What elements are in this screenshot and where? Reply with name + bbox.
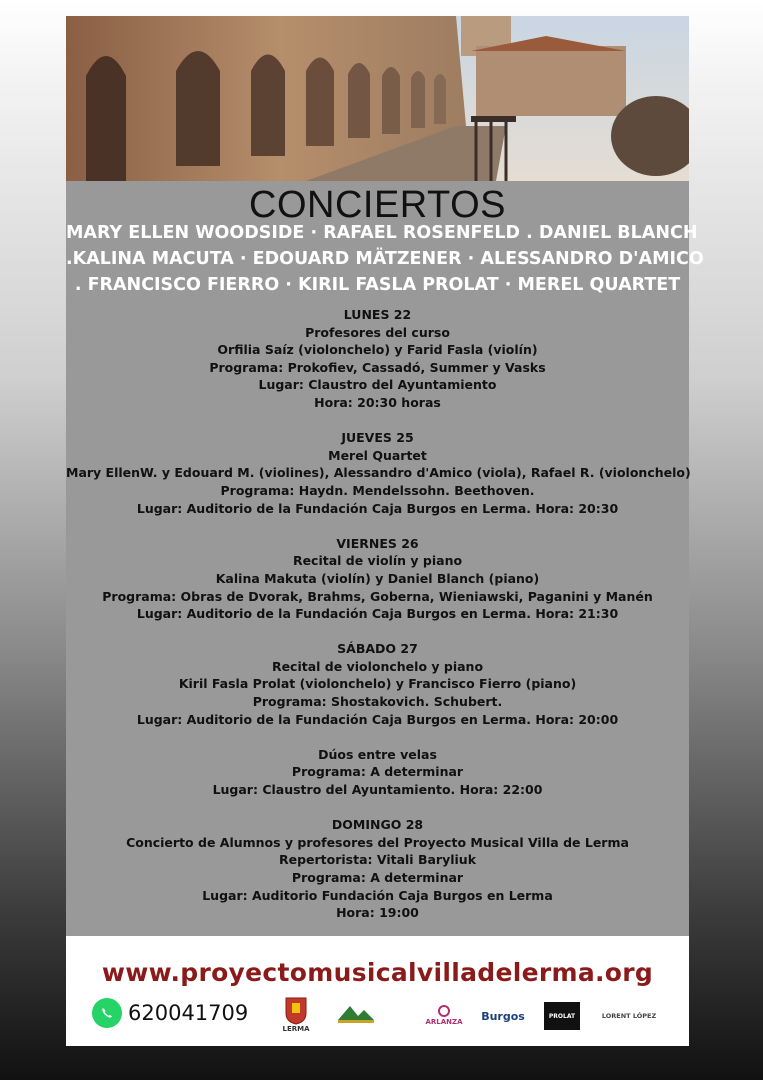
concert-day: SÁBADO 27	[337, 641, 418, 657]
artist-line: .KALINA MACUTA · EDOUARD MÄTZENER · ALESSANDRO D'AMICO	[66, 249, 704, 269]
concert-line: Kiril Fasla Prolat (violonchelo) y Francisco Fierro (piano)	[178, 676, 577, 692]
lorent-logo	[594, 1004, 664, 1028]
concert-line: Recital de violín y piano	[292, 553, 463, 569]
concert-block-viernes	[66, 535, 689, 623]
concert-line: Kalina Makuta (violín) y Daniel Blanch (piano)	[215, 570, 540, 586]
lerma-shield-icon	[285, 997, 307, 1025]
arlanza-logo	[416, 998, 472, 1032]
concert-line: Hora: 19:00	[336, 905, 419, 921]
concert-line: Mary EllenW. y Edouard M. (violines), Alessandro d'Amico (viola), Rafael R. (violonchelo)	[66, 465, 691, 481]
concert-line: Programa: A determinar	[291, 870, 464, 885]
website-link[interactable]: www.proyectomusicalvilladelerma.org	[101, 958, 654, 987]
lorent-logo-text: LORENT LÓPEZ	[601, 1012, 657, 1020]
concert-block-lunes	[66, 306, 689, 412]
prolat-logo-text: PROLAT	[548, 1012, 576, 1020]
hero-photo-arcade	[66, 16, 689, 181]
artist-line: . FRANCISCO FIERRO · KIRIL FASLA PROLAT · MEREL QUARTET	[74, 275, 681, 295]
concert-day: JUEVES 25	[341, 430, 414, 446]
concert-line: Lugar: Claustro del Ayuntamiento. Hora: 22:00	[212, 782, 543, 798]
concert-block-sabado	[66, 640, 689, 728]
phone-contact[interactable]	[92, 998, 248, 1028]
arlanza-logo-text: ARLANZA	[425, 1018, 463, 1026]
burgos-logo	[476, 1004, 530, 1028]
concert-day: VIERNES 26	[336, 535, 419, 551]
artist-line: MARY ELLEN WOODSIDE · RAFAEL ROSENFELD . DANIEL BLANCH	[66, 223, 698, 243]
concert-line: Hora: 20:30 horas	[314, 394, 441, 410]
arlanza-mark-icon	[433, 1004, 455, 1018]
concert-line: Lugar: Auditorio de la Fundación Caja Burgos en Lerma. Hora: 21:30	[136, 606, 619, 622]
concert-block-domingo	[66, 816, 689, 922]
concert-line: Programa: Prokofiev, Cassadó, Summer y Vasks	[209, 359, 546, 375]
phone-number: 620041709	[128, 1001, 249, 1025]
concert-poster	[66, 16, 704, 1046]
concert-line: Programa: Haydn. Mendelssohn. Beethoven.	[220, 482, 535, 498]
concert-line: Lugar: Auditorio Fundación Caja Burgos en Lerma	[202, 887, 553, 903]
concert-line: Merel Quartet	[328, 447, 427, 463]
prolat-logo	[544, 1002, 580, 1030]
concert-day: Dúos entre velas	[318, 746, 437, 762]
whatsapp-icon	[92, 998, 122, 1028]
concert-line: Programa: Obras de Dvorak, Brahms, Goberna, Wieniawski, Paganini y Manén	[102, 588, 653, 604]
concert-block-duos	[66, 746, 689, 799]
footer	[66, 936, 689, 1046]
concert-line: Programa: A determinar	[291, 764, 464, 780]
concert-block-jueves	[66, 429, 689, 517]
concert-line: Profesores del curso	[305, 324, 450, 340]
artist-list	[66, 220, 704, 298]
concert-program	[66, 306, 689, 939]
concert-line: Orfilia Saíz (violonchelo) y Farid Fasla (violín)	[217, 342, 538, 358]
concert-line: Lugar: Auditorio de la Fundación Caja Burgos en Lerma. Hora: 20:00	[136, 711, 619, 727]
concert-line: Recital de violonchelo y piano	[271, 658, 484, 674]
concert-line: Concierto de Alumnos y profesores del Proyecto Musical Villa de Lerma	[126, 834, 629, 850]
ribera-logo	[334, 998, 378, 1030]
concert-line: Programa: Shostakovich. Schubert.	[252, 694, 503, 710]
concert-line: Repertorista: Vitali Baryliuk	[278, 852, 477, 868]
concert-day: DOMINGO 28	[331, 817, 424, 833]
ribera-mark-icon	[336, 1002, 376, 1026]
lerma-logo	[276, 990, 316, 1040]
page-title: CONCIERTOS	[249, 184, 506, 226]
burgos-logo-text: Burgos	[481, 1009, 525, 1023]
concert-line: Lugar: Auditorio de la Fundación Caja Burgos en Lerma. Hora: 20:30	[136, 500, 619, 516]
concert-line: Lugar: Claustro del Ayuntamiento	[258, 377, 497, 393]
concert-day: LUNES 22	[343, 307, 412, 322]
lerma-logo-text: LERMA	[282, 1025, 310, 1033]
